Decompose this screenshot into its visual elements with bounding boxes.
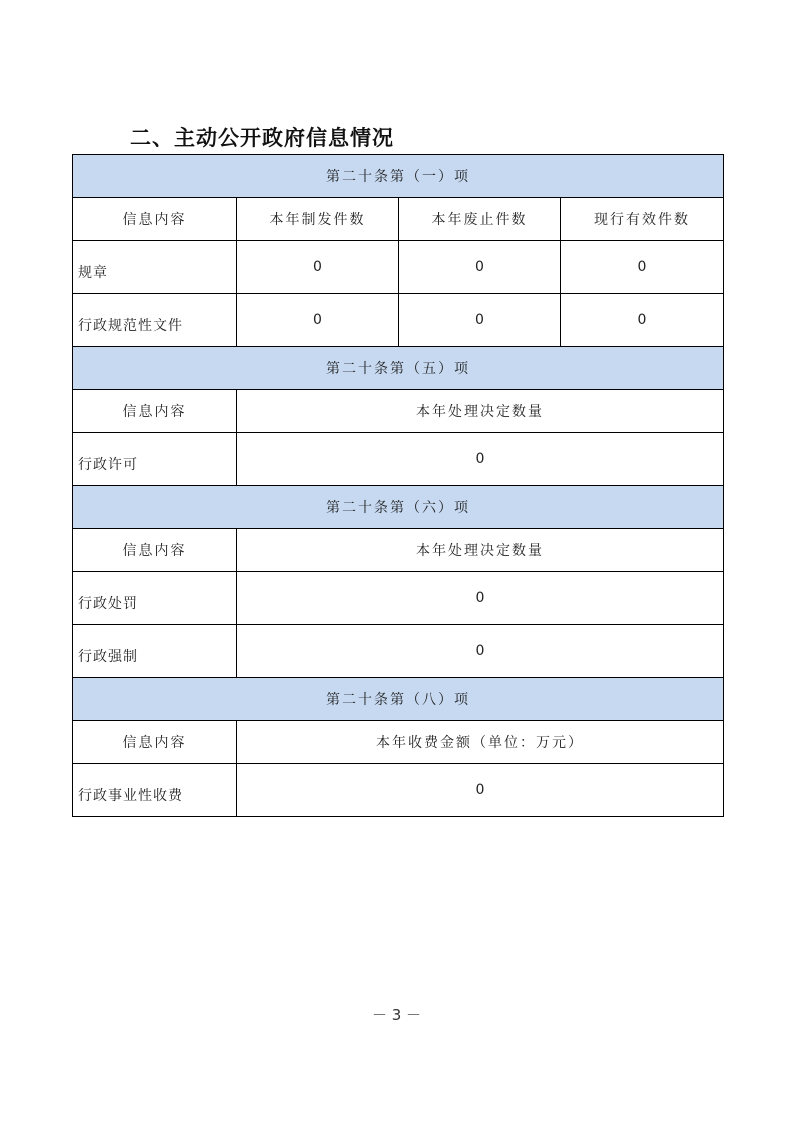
column-header-row (73, 721, 724, 764)
row-label: 行政强制 (73, 625, 237, 678)
cell-value: 0 (237, 433, 724, 486)
column-header: 本年废止件数 (399, 198, 561, 241)
page-number: － 3 － (371, 1006, 422, 1024)
section-title: 第二十条第（八）项 (73, 678, 724, 721)
cell-value: 0 (237, 572, 724, 625)
column-header-row (73, 390, 724, 433)
table-row (73, 241, 724, 294)
cell-value: 0 (561, 241, 724, 294)
section-title: 第二十条第（五）项 (73, 347, 724, 390)
table-row (73, 625, 724, 678)
column-header: 本年处理决定数量 (237, 529, 724, 572)
section-title: 第二十条第（六）项 (73, 486, 724, 529)
cell-value: 0 (561, 294, 724, 347)
column-header: 本年收费金额（单位：万元） (237, 721, 724, 764)
table-row (73, 764, 724, 817)
row-label: 行政处罚 (73, 572, 237, 625)
table-row (73, 572, 724, 625)
column-header-row (73, 198, 724, 241)
column-header: 信息内容 (73, 529, 237, 572)
row-label: 行政规范性文件 (73, 294, 237, 347)
column-header: 现行有效件数 (561, 198, 724, 241)
cell-value: 0 (237, 764, 724, 817)
section-header-row (73, 486, 724, 529)
cell-value: 0 (237, 625, 724, 678)
disclosure-table (72, 154, 724, 817)
section-header-row (73, 678, 724, 721)
cell-value: 0 (237, 241, 399, 294)
table-row (73, 294, 724, 347)
cell-value: 0 (237, 294, 399, 347)
column-header: 信息内容 (73, 390, 237, 433)
table-row (73, 433, 724, 486)
column-header: 信息内容 (73, 721, 237, 764)
column-header: 本年制发件数 (237, 198, 399, 241)
column-header: 本年处理决定数量 (237, 390, 724, 433)
section-header-row (73, 155, 724, 198)
row-label: 行政许可 (73, 433, 237, 486)
section-title: 第二十条第（一）项 (73, 155, 724, 198)
section-heading: 二、主动公开政府信息情况 (130, 126, 394, 150)
section-header-row (73, 347, 724, 390)
column-header-row (73, 529, 724, 572)
cell-value: 0 (399, 294, 561, 347)
row-label: 规章 (73, 241, 237, 294)
column-header: 信息内容 (73, 198, 237, 241)
cell-value: 0 (399, 241, 561, 294)
row-label: 行政事业性收费 (73, 764, 237, 817)
